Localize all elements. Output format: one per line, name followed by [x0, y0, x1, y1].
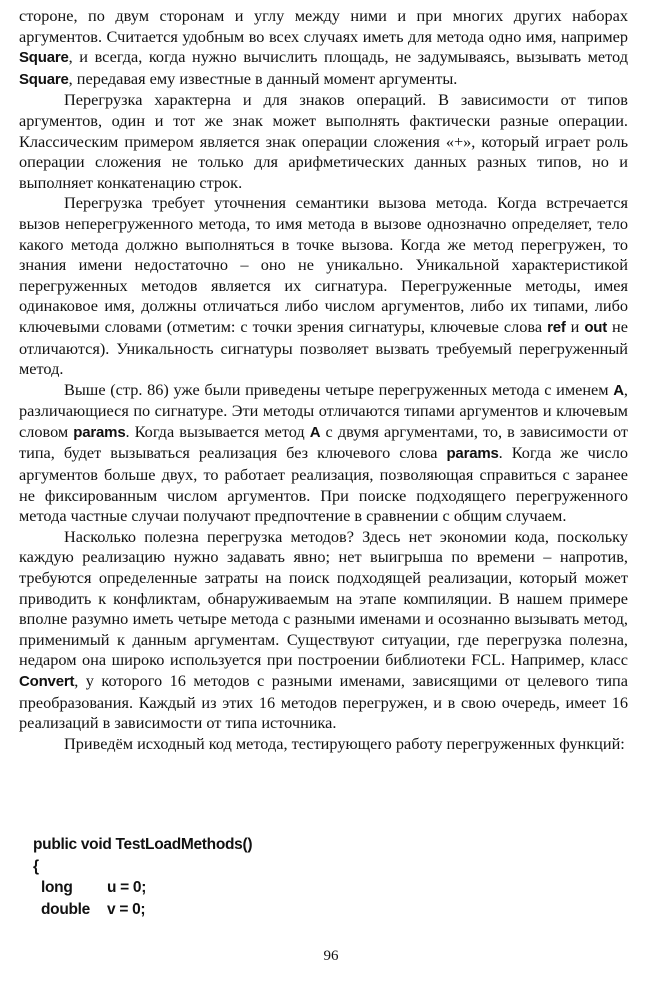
paragraph-text: Приведём исходный код метода, тестирующего работу перегруженных функций: [64, 733, 625, 753]
code-keyword: Convert [19, 673, 75, 690]
code-line-decl-v [33, 901, 252, 923]
paragraph [19, 527, 628, 734]
code-keyword: A [613, 381, 624, 399]
code-keyword: out [584, 318, 608, 336]
paragraph-text: , и всегда, когда нужно вычислить площадь, не задумываясь, вызывать метод [68, 47, 628, 67]
paragraph [19, 90, 628, 193]
paragraph [19, 380, 628, 527]
body-text [19, 6, 628, 754]
code-line-signature: public void TestLoadMethods() [33, 836, 253, 853]
paragraph-text: и [565, 316, 585, 336]
code-keyword: A [309, 423, 321, 441]
paragraph-text: с двумя аргументами, то, в зависимости от типа, будет вызываться реализация без ключевого слова [19, 421, 628, 463]
paragraph-text: Насколько полезна перегрузка методов? Здесь нет экономии кода, поскольку каждую реализацию нужно задавать явно; нет выигрыша по времени – напротив, требуются определенные затраты на поиск подходящей реализации, который может приводить к конфликтам, обнаруживаемым на этапе компиляции. В нашем примере вполне разумно иметь четыре метода с разными именами и осознанно вызывать метод, применимый к данным аргументам. Существуют ситуации, где перегрузка полезна, недаром она широко используется при построении библиотеки FCL. Например, класс [19, 526, 628, 670]
code-type-long: long [41, 879, 73, 896]
paragraph [19, 193, 628, 379]
paragraph-text: стороне, по двум сторонам и углу между ними и при многих других наборах аргументов. Считается удобным во всех случаях иметь для метода одно имя, например [19, 6, 628, 46]
paragraph [19, 6, 628, 90]
code-keyword: Square [19, 70, 69, 88]
paragraph-text: , у которого 16 методов с разными именами, зависящими от целевого типа преобразования. Каждый из этих 16 методов перегружен, и в свою очередь, имеет 16 реализаций в зависимости от типа источника. [19, 671, 628, 733]
paragraph-text: . Когда же число аргументов больше двух, то работает реализация, позволяющая справиться с заранее не фиксированным числом аргументов. При поиске подходящего перегруженного метода частные случаи получают предпочтение в сравнении с общим случаем. [19, 443, 628, 526]
code-keyword: Square [19, 49, 69, 67]
paragraph-text: . Когда вызывается метод [125, 421, 310, 441]
code-line-open-brace: { [33, 857, 39, 875]
paragraph-text: , различающиеся по сигнатуре. Эти методы отличаются типами аргументов и ключевым словом [19, 379, 628, 441]
paragraph [19, 734, 628, 755]
code-listing [33, 836, 252, 922]
paragraph-text: , передавая ему известные в данный момент аргументы. [68, 68, 458, 88]
code-line-decl-u [33, 879, 252, 901]
code-keyword: params [73, 423, 126, 441]
code-decl-u: u = 0; [107, 879, 147, 896]
page-number: 96 [323, 948, 339, 964]
paragraph-text: Перегрузка характерна и для знаков операций. В зависимости от типов аргументов, один и тот же знак может выполнять фактически разные операции. Классическим примером является знак операции сложения «+», который играет роль операции сложения не только для арифметических данных разных типов, но и выполняет конкатенацию строк. [19, 90, 628, 192]
paragraph-text: не отличаются). Уникальность сигнатуры позволяет вызвать требуемый перегруженный метод. [19, 316, 629, 379]
paragraph-text: Выше (стр. 86) уже были приведены четыре перегруженных метода с именем [64, 379, 614, 399]
code-keyword: ref [547, 318, 566, 336]
code-type-double: double [41, 900, 90, 918]
code-keyword: params [446, 445, 499, 463]
paragraph-text: Перегрузка требует уточнения семантики вызова метода. Когда встречается вызов неперегруженного метода, то имя метода в вызове однозначно определяет, тело какого метода должно выполняться в точке вызова. Когда же метод перегружен, то знания имени недостаточно – оно не уникально. Уникальной характеристикой перегруженных методов является их сигнатура. Перегруженные методы, имея одинаковое имя, должны отличаться либо числом аргументов, либо их типами, либо ключевыми словами (отметим: с точки зрения сигнатуры, ключевые слова [19, 193, 628, 336]
code-decl-v: v = 0; [107, 900, 146, 918]
